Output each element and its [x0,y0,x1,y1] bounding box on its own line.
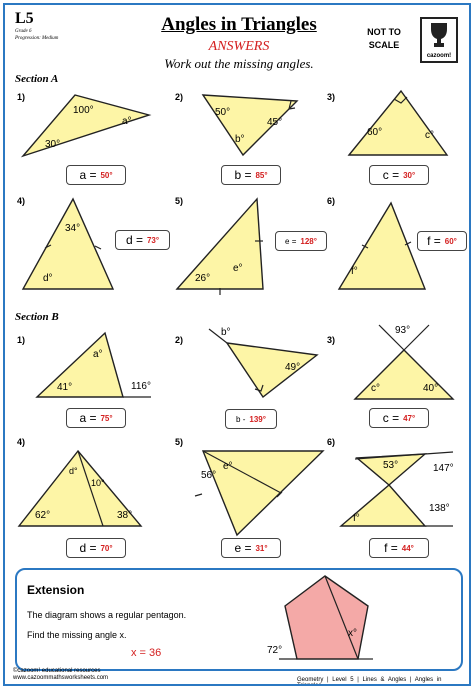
pentagon-angle-label: 72° [267,645,283,656]
footer-topic: Lines & Angles [362,677,407,683]
angle-label: 56° [201,470,217,481]
angle-label: 10° [91,478,105,488]
section-a-title: Section A [15,73,59,85]
angle-label: 30° [45,139,61,150]
question-a4-number: 4) [17,196,26,206]
answer-label: a = [79,168,97,182]
question-a1-number: 1) [17,92,26,102]
level-label: L5 [15,10,34,27]
pentagon-figure [5,5,469,686]
angle-label: 53° [383,460,399,471]
worksheet-page [3,3,471,686]
answer-label: c = [382,411,400,425]
footer-topic: Level 5 [332,677,354,683]
answer-label: f = [384,541,398,555]
angle-label: f° [353,513,360,524]
angle-label: 100° [73,105,94,116]
angle-label: 60° [367,127,383,138]
answer-value: 128° [300,236,317,246]
answer-label: e = [285,236,297,246]
not-to-scale-label: NOT TO SCALE [367,27,401,50]
answers-subtitle: ANSWERS [208,39,270,54]
footer-topic: Angles in Triangles [297,677,442,686]
answer-label: d = [125,233,143,247]
pentagon-angle-label: x° [348,628,357,639]
angle-label: 26° [195,273,211,284]
footer-topics: Geometry | Level 5 | Lines & Angles | Angles in Triangles [297,677,469,686]
angle-label: 50° [215,107,231,118]
angle-label: c° [425,130,434,141]
answer-value: 31° [255,543,268,553]
answer-label: d = [79,541,97,555]
angle-label: a° [93,349,103,360]
extension-description: The diagram shows a regular pentagon. [27,610,187,620]
angle-label: a° [122,116,132,127]
answer-value: 85° [255,170,268,180]
angle-label: 93° [395,325,411,336]
question-b1-number: 1) [17,335,26,345]
answer-label: f = [427,234,441,248]
answer-value: 44° [401,543,414,553]
question-b2-number: 2) [175,335,184,345]
angle-label: 41° [57,382,73,393]
extension-answer: x = 36 [131,647,162,659]
angle-label: 49° [285,362,301,373]
section-b-title: Section B [15,311,59,323]
page-title: Angles in Triangles [161,14,317,35]
question-a2-number: 2) [175,92,184,102]
grade-label: Grade 6 [15,29,32,34]
angle-label: e° [233,263,243,274]
answer-label: c = [382,168,400,182]
answer-value: 70° [100,543,113,553]
website-text: www.cazoommathsworksheets.com [13,675,109,681]
angle-label: b° [221,327,231,338]
question-a6-number: 6) [327,196,336,206]
extension-title: Extension [27,583,85,597]
answer-value: 47° [403,413,416,423]
angle-label: c° [371,383,380,394]
angle-label: 40° [423,383,439,394]
angle-label: 45° [267,117,283,128]
footer-topic: Geometry [297,677,324,683]
answer-value: 73° [146,235,160,245]
footer-copyright [13,668,108,682]
question-b6-number: 6) [327,437,336,447]
answer-value: 30° [403,170,416,180]
angle-label: e° [223,461,233,472]
instruction-text: Work out the missing angles. [164,56,314,71]
question-b4-number: 4) [17,437,26,447]
answer-label: a = [79,411,97,425]
angle-label: d° [69,466,78,476]
question-a5-number: 5) [175,196,184,206]
answer-value: 60° [444,236,457,246]
answer-value: 75° [100,413,113,423]
question-b3-number: 3) [327,335,336,345]
answer-label: b - [236,414,246,424]
copyright-text: ©cazoom! educational resources [13,668,101,674]
angle-label: f° [351,266,358,277]
question-a3-number: 3) [327,92,336,102]
answer-value: 50° [100,170,113,180]
answer-label: b = [234,168,252,182]
extension-question: Find the missing angle x. [27,630,127,640]
angle-label: 116° [131,381,151,392]
angle-label: b° [235,134,245,145]
pentagon [285,576,368,659]
angle-label: 38° [117,510,133,521]
angle-label: d° [43,273,53,284]
progression-label: Progression: Medium [15,36,59,41]
angle-label: 138° [429,503,450,514]
angle-label: 147° [433,463,454,474]
answer-label: e = [234,541,252,555]
angle-label: 62° [35,510,51,521]
logo-text: cazoom! [426,53,452,59]
angle-label: 34° [65,223,81,234]
question-b5-number: 5) [175,437,184,447]
answer-value: 139° [249,414,266,424]
